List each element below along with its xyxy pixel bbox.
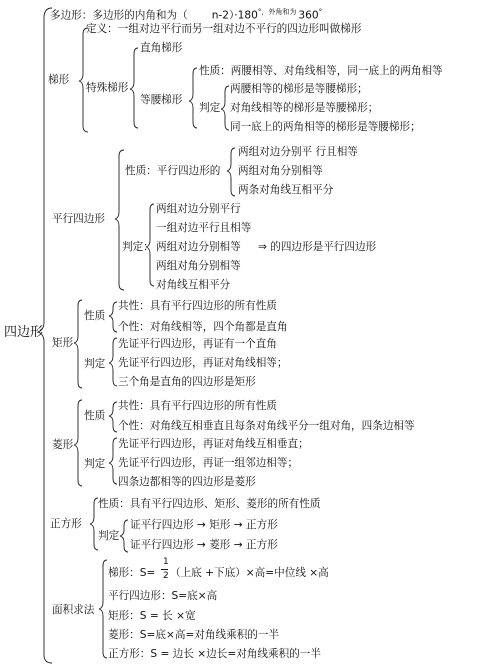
rectangle-property-label: 性质: [84, 310, 106, 322]
area-frac-num: 1: [163, 557, 169, 567]
parallelogram-judge-4: 两组对角分别相等: [156, 260, 241, 272]
square-property: 性质：具有平行四边形、矩形、菱形的所有性质: [98, 498, 321, 510]
isosceles-judge-3: 同一底上的两角相等的梯形是等腰梯形；: [230, 121, 421, 133]
polygon-rule: [50, 6, 322, 23]
parallelogram-property-2: 两组对角分别相等: [238, 165, 323, 177]
rhombus-property-2: 个性：对角线互相垂直且每条对角线平分一组对角，四条边相等: [118, 420, 415, 432]
rectangle-judge-2: 先证平行四边形，再证对角线相等；: [118, 357, 288, 369]
area-trapezoid-b: （上底 +下底）×高=中位线 ×高: [170, 567, 329, 579]
parallelogram-label: 平行四边形: [52, 213, 105, 225]
area-rhombus: 菱形：S=底×高=对角线乘积的一半: [108, 629, 280, 641]
isosceles-judge-1: 两腰相等的梯形是等腰梯形；: [230, 83, 368, 95]
rectangle-judge-label: 判定: [84, 358, 106, 370]
rhombus-judge-1: 先证平行四边形，再证对角线互相垂直；: [118, 438, 309, 450]
rectangle-judge-3: 三个角是直角的四边形是矩形: [118, 376, 256, 388]
area-trapezoid-a: 梯形：S=: [108, 567, 156, 579]
parallelogram-property-1: 两组对边分别平 行且相等: [238, 146, 358, 158]
trapezoid-label: 梯形: [48, 74, 70, 86]
area-rectangle: 矩形：S = 长 ×宽: [108, 610, 196, 622]
parallelogram-judge-1: 两组对边分别平行: [156, 203, 241, 215]
rectangle-judge-1: 先证平行四边形，再证有一个直角: [118, 338, 277, 350]
polygon-text-a: 多边形：多边形的内角和为（: [50, 9, 188, 22]
polygon-text-b: n-2）·180: [211, 9, 258, 22]
parallelogram-property-3: 两条对角线互相平分: [238, 184, 334, 196]
parallelogram-judge-label: 判定：: [122, 241, 154, 253]
square-label: 正方形: [50, 518, 82, 530]
area-frac-den: 2: [163, 571, 169, 581]
rhombus-property-label: 性质: [84, 410, 106, 422]
trapezoid-definition: 定义：一组对边平行而另一组对边不平行的四边形叫做梯形: [86, 23, 362, 35]
rhombus-label: 菱形: [52, 439, 74, 451]
area-parallelogram: 平行四边形：S=底×高: [108, 590, 218, 602]
rhombus-judge-3: 四条边都相等的四边形是菱形: [118, 476, 256, 488]
root-label: 四边形: [4, 325, 44, 340]
parallelogram-property-label: 性质：平行四边形的: [125, 165, 221, 177]
area-frac-line: [161, 569, 168, 570]
rectangle-label: 矩形: [52, 337, 74, 349]
right-trapezoid: 直角梯形: [140, 42, 183, 54]
parallelogram-judge-5: 对角线互相平分: [156, 279, 231, 291]
square-judge-1: 证平行四边形 → 矩形 → 正方形: [130, 519, 278, 531]
square-judge-label: 判定: [98, 530, 120, 542]
rectangle-property-2: 个性：对角线相等，四个角都是直角: [118, 321, 288, 333]
rectangle-property-1: 共性：具有平行四边形的所有性质: [118, 300, 277, 312]
area-square: 正方形：S = 边长 ×边长=对角线乘积的一半: [108, 648, 321, 660]
rhombus-property-1: 共性：具有平行四边形的所有性质: [118, 400, 277, 412]
parallelogram-judge-3: 两组对边分别相等: [156, 241, 241, 253]
rhombus-judge-label: 判定: [84, 458, 106, 470]
isosceles-property: 性质：两腰相等、对角线相等，同一底上的两角相等: [199, 65, 443, 77]
isosceles-judge-label: 判定: [199, 102, 221, 114]
area-label: 面积求法: [52, 604, 95, 616]
polygon-degree-1: °，外角和为: [257, 8, 297, 16]
isosceles-trapezoid: 等腰梯形: [140, 94, 183, 106]
parallelogram-judge-result: ⇒ 的四边形是平行四边形: [258, 241, 377, 253]
parallelogram-judge-2: 一组对边平行且相等: [156, 222, 252, 234]
special-trapezoid-label: 特殊梯形: [86, 82, 129, 94]
polygon-degree-2: °: [318, 8, 323, 16]
isosceles-judge-2: 对角线相等的梯形是等腰梯形；: [230, 102, 379, 114]
polygon-text-d: 360: [298, 9, 319, 22]
rhombus-judge-2: 先证平行四边形，再证一组邻边相等；: [118, 457, 299, 469]
square-judge-2: 证平行四边形 → 菱形 → 正方形: [130, 539, 278, 551]
